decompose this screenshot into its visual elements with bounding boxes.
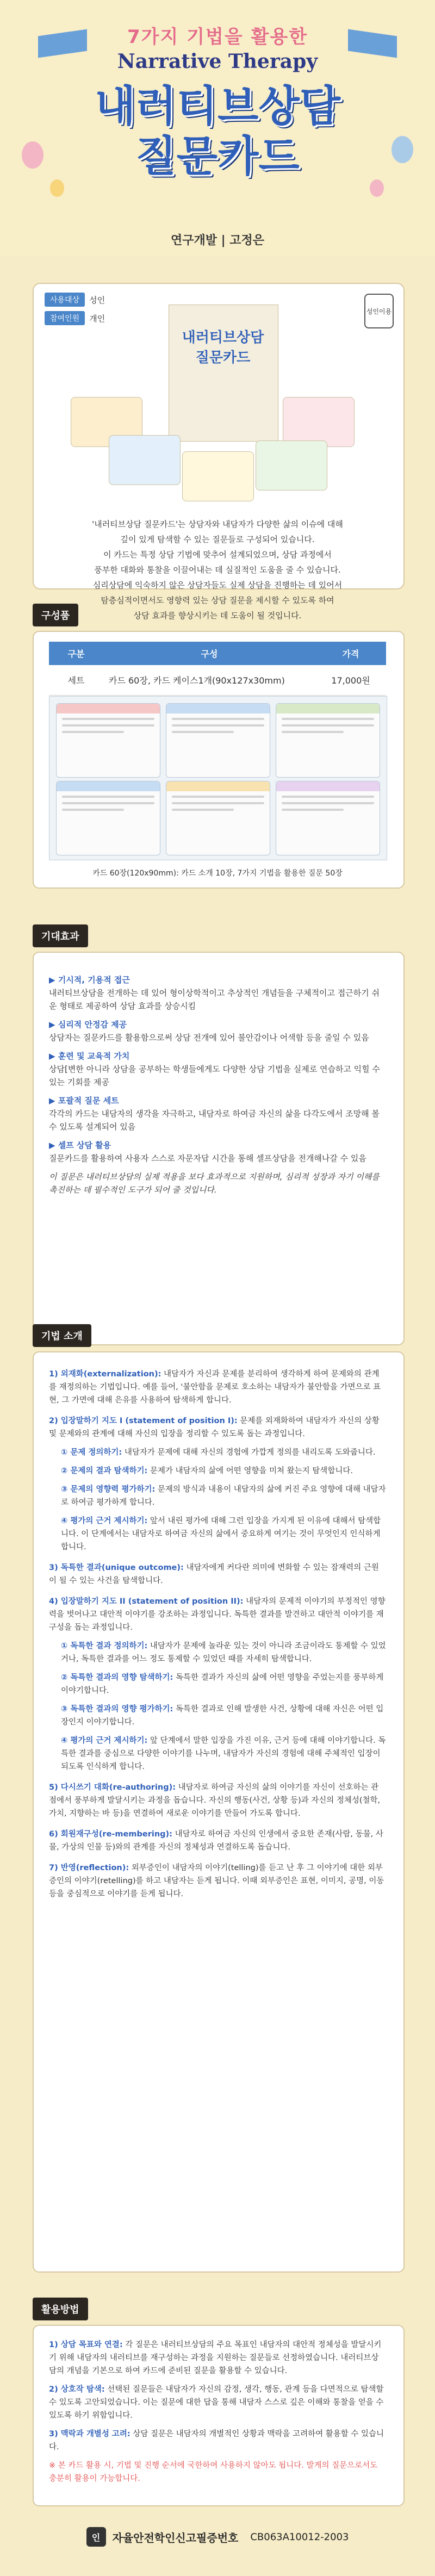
- technique-text: 내담자로 하여금 자신의 삶의 이야기를 자신이 선호하는 관점에서 풍부하게 발달시키는 과정을 돕습니다. 자신의 행동(사건, 상황 등)과 자신의 정체성(철학, 가치, 지향하는 바 등)을 연결하여 새로운 이야기를 만들어 가도록 합니다.: [49, 1783, 381, 1818]
- main-title: [0, 82, 435, 182]
- technique-item: [49, 1781, 386, 1820]
- technique-name: 6) 회원재구성(re-membering):: [49, 1830, 172, 1839]
- card-image: [283, 397, 355, 447]
- section-heading-techniques: 기법 소개: [33, 1324, 91, 1347]
- usage-title: 1) 상담 목표와 연결:: [49, 2341, 123, 2349]
- balloon-decoration: [370, 179, 384, 197]
- technique-sub-text: 문제의 방식과 내용이 내담자의 삶에 커진 주요 영향에 대해 내담자로 하여금 평가하게 합니다.: [61, 1485, 386, 1507]
- english-title: Narrative Therapy: [117, 50, 318, 73]
- table-cell: 세트: [49, 665, 103, 696]
- card-preview: [166, 781, 270, 855]
- description-line: 깊이 있게 탐색할 수 있는 질문들로 구성되어 있습니다.: [120, 535, 315, 544]
- footer-code: CB063A10012-2003: [250, 2531, 349, 2543]
- technique-name: 5) 다시쓰기 대화(re-authoring):: [49, 1783, 176, 1792]
- description-line: '내러티브상담 질문카드'는 상담자와 내담자가 다양한 삶의 이슈에 대해: [92, 519, 343, 529]
- technique-item: [49, 1368, 386, 1407]
- technique-sub-label: ② 독특한 결과의 영향 탐색하기:: [61, 1673, 173, 1682]
- techniques-list: [49, 1368, 386, 1908]
- description-line: 풍부한 대화와 통찰을 이끌어내는 데 실질적인 도움을 줄 수 있습니다.: [94, 565, 341, 575]
- usage-item: [49, 2428, 386, 2454]
- technique-sub-label: ① 문제 정의하기:: [61, 1448, 122, 1457]
- technique-name: 4) 입장말하기 지도 II (statement of position II):: [49, 1597, 244, 1606]
- footer-publisher: 자율안전학인신고필증번호: [112, 2531, 239, 2544]
- sub-title: 7가지 기법을 활용한: [127, 26, 308, 48]
- effect-text: 상담[변한 아니라 상담을 공부하는 학생들에게도 다양한 상담 기법을 실제로 연습하고 익힐 수 있는 기회를 제공: [49, 1064, 380, 1087]
- technique-sub-item: [61, 1446, 386, 1459]
- cards-spread-image: [49, 696, 387, 860]
- technique-sub-text: 문제가 내담자의 삶에 어떤 영향을 미쳐 왔는지 탐색합니다.: [150, 1467, 353, 1475]
- technique-name: 7) 반영(reflection):: [49, 1864, 129, 1872]
- technique-item: [49, 1561, 386, 1587]
- effect-title: ▶ 셀프 상담 활용: [49, 1140, 111, 1150]
- meta-row: [45, 293, 105, 307]
- section-heading-usage: 활용방법: [33, 2298, 88, 2320]
- product-description: [44, 517, 391, 623]
- technique-sub-text: 독특한 결과가 자신의 삶에 어떤 영향을 주었는지를 풍부하게 이야기합니다.: [61, 1673, 384, 1695]
- hero-section: [0, 0, 435, 256]
- effect-text: 내러티브상담을 전개하는 데 있어 형이상학적이고 추상적인 개념들을 구체적이고 접근하기 쉬운 형태로 제공하여 상담 효과를 상승시킴: [49, 988, 380, 1011]
- description-line: 심리상담에 익숙하지 않은 상담자들도 실제 상담을 진행하는 데 있어서: [92, 580, 343, 590]
- technique-sub-text: 내담자가 문제에 대해 자신의 경험에 가깝게 정의를 내리도록 도와줍니다.: [124, 1448, 376, 1457]
- technique-sub-item: [61, 1483, 386, 1509]
- usage-title: 2) 상호작 탐색:: [49, 2385, 105, 2394]
- box-title-line2: 질문카드: [195, 350, 251, 366]
- table-cell: 17,000원: [315, 665, 386, 696]
- technique-text: 내담자에게 커다란 의미에 변화할 수 있는 잠재력의 근원이 될 수 있는 사건을 탐색합니다.: [49, 1563, 379, 1585]
- usage-item: [49, 2383, 386, 2422]
- technique-text: 내담자로 하여금 자신의 인생에서 중요한 존재(사람, 동물, 사물, 가상의 인물 등)와의 관계를 자신의 정체성과 연결하도록 돕습니다.: [49, 1830, 383, 1852]
- usage-text: 각 질문은 내러티브상담의 주요 목표인 내담자의 대안적 정체성을 발달시키기 위해 내담자의 내러티브를 재구성하는 과정을 지원하는 질문들로 선정하였습니다. 내러티브상담의 개념을 기본으로 하여 카드에 준비된 질문을 활용할 수 있습니다.: [49, 2341, 382, 2375]
- usage-note: ※ 본 카드 활용 시, 기법 및 진행 순서에 국한하여 사용하지 않아도 됩니다. 발게의 질문으로서도 충분히 활용이 가능합니다.: [49, 2461, 378, 2483]
- table-header-row: [49, 642, 386, 665]
- effects-list: [49, 968, 386, 1196]
- section-heading-composition: 구성품: [33, 604, 78, 626]
- technique-sub-item: [61, 1734, 386, 1773]
- effect-text: 상담자는 질문카드를 활용함으로써 상담 전개에 있어 불안감이나 어색함 등을 줄일 수 있음: [49, 1033, 369, 1042]
- effect-text: 질문카드를 활용하여 사용자 스스로 자문자답 시간을 통해 셀프상담을 전개해나갈 수 있음: [49, 1153, 366, 1163]
- card-preview: [276, 781, 380, 855]
- technique-text: 외부증인이 내담자의 이야기(telling)를 듣고 난 후 그 이야기에 대한 외부증인의 이야기(retelling)를 하고 내담자는 듣게 됩니다. 이때 외부증인은 표현, 이미지, 공명, 이동 등을 중심적으로 이야기를 듣게 됩니다.: [49, 1864, 384, 1898]
- card-image: [256, 440, 327, 491]
- table-cell: 카드 60장, 카드 케이스1개(90x127x30mm): [103, 665, 315, 696]
- usage-title: 3) 맥락과 개별성 고려:: [49, 2430, 130, 2438]
- card-preview: [56, 703, 160, 778]
- description-line: 이 카드는 특정 상담 기법에 맞추어 설계되었으며, 상담 과정에서: [103, 550, 332, 560]
- balloon-decoration: [50, 179, 64, 197]
- effect-title: ▶ 훈련 및 교육적 가치: [49, 1051, 130, 1061]
- technique-name: 2) 입장말하기 지도 I (statement of position I):: [49, 1417, 238, 1425]
- technique-text: 문제를 외재화하여 내담자가 자신의 상황 및 문제와의 관계에 대해 자신의 입장을 정리할 수 있도록 돕는 과정입니다.: [49, 1417, 380, 1438]
- effect-title: ▶ 기시적, 기용적 접근: [49, 975, 130, 985]
- technique-sub-item: [61, 1671, 386, 1697]
- technique-sub-text: 앞 단계에서 말한 입장을 가진 이유, 근거 등에 대해 이야기합니다. 독특한 결과를 중심으로 다양한 이야기를 나누며, 내담자가 자신의 경험에 대해 주체적인 입장이 되도록 인식하게 합니다.: [61, 1736, 386, 1771]
- product-box-image: [169, 305, 278, 442]
- card-preview: [166, 703, 270, 778]
- age-badge: [364, 294, 394, 328]
- technique-sub-label: ③ 문제의 영향력 평가하기:: [61, 1485, 156, 1494]
- box-title-line1: 내러티브상담: [182, 330, 264, 346]
- usage-text: 상담 질문은 내담자의 개별적인 상황과 맥락을 고려하여 활용할 수 있습니다.: [49, 2430, 384, 2451]
- technique-item: [49, 1861, 386, 1901]
- meta-key: 사용대상: [45, 293, 85, 307]
- description-line: 상담 효과를 향상시키는 데 도움이 될 것입니다.: [133, 611, 302, 620]
- technique-sub-item: [61, 1640, 386, 1666]
- table-row: [49, 665, 386, 696]
- technique-sub-item: [61, 1703, 386, 1729]
- card-preview: [56, 781, 160, 855]
- technique-sub-label: ① 독특한 결과 정의하기:: [61, 1642, 148, 1650]
- meta-value: 개인: [89, 313, 105, 324]
- meta-row: [45, 311, 105, 325]
- technique-sub-label: ④ 평가의 근거 제시하기:: [61, 1517, 148, 1525]
- technique-sub-item: [61, 1464, 386, 1478]
- technique-sub-label: ③ 독특한 결과의 영향 평가하기:: [61, 1705, 173, 1714]
- technique-name: 3) 독특한 결과(unique outcome):: [49, 1563, 184, 1572]
- description-line: 탐층심적이면서도 영향력 있는 상담 질문을 제시할 수 있도록 하여: [101, 595, 334, 605]
- technique-sub-text: 독특한 결과로 인해 발생한 사건, 상황에 대해 자신은 어떤 입장인지 이야기합니다.: [61, 1705, 384, 1727]
- main-title-line1: 내러티브상담: [94, 82, 341, 131]
- product-box-title: [174, 326, 272, 367]
- table-header-cell: 가격: [315, 642, 386, 665]
- usage-list: [49, 2338, 386, 2485]
- technique-sub-item: [61, 1514, 386, 1554]
- technique-name: 1) 외재화(externalization):: [49, 1370, 161, 1379]
- technique-text: 내담자의 문제적 이야기의 부정적인 영향력을 벗어나고 대안적 이야기를 강조하는 과정입니다. 독특한 결과를 발견하고 대안적 이야기를 재구성을 돕는 과정입니다.: [49, 1597, 386, 1632]
- meta-value: 성인: [89, 295, 105, 305]
- effects-note: 이 질문은 내러티브상담의 실제 적용을 보다 효과적으로 지원하며, 심리적 성장과 자기 이해를 촉진하는 데 필수적인 도구가 되어 줄 것입니다.: [49, 1172, 380, 1195]
- usage-item: [49, 2338, 386, 2378]
- technique-sub-label: ② 문제의 결과 탐색하기:: [61, 1467, 148, 1475]
- usage-text: 선택된 질문들은 내담자가 자신의 감정, 생각, 행동, 관계 등을 다면적으로 탐색할 수 있도록 고안되었습니다. 이는 질문에 대한 답을 통해 내담자 스스로 깊은 이해와 통찰을 얻을 수 있도록 하기 위함입니다.: [49, 2385, 384, 2420]
- table-header-cell: 구분: [49, 642, 103, 665]
- card-image: [109, 435, 181, 485]
- technique-sub-label: ④ 평가의 근거 제시하기:: [61, 1736, 148, 1745]
- product-meta: [45, 293, 105, 330]
- technique-sub-text: 내담자가 문제에 놀라운 있는 것이 아니라 조금이라도 통제할 수 있었거나, 독특한 결과를 어느 정도 통제할 수 있었던 때를 자세히 탐색합니다.: [61, 1642, 386, 1663]
- age-badge-text: 성인이용: [366, 308, 392, 315]
- meta-key: 참여인원: [45, 311, 85, 325]
- cards-caption: 카드 60장(120x90mm): 카드 소개 10장, 7가지 기법을 활용한 질문 50장: [92, 869, 343, 878]
- certification-icon: 인: [86, 2527, 106, 2547]
- effect-title: ▶ 심리적 안정감 제공: [49, 1020, 127, 1029]
- table-header-cell: 구성: [103, 642, 315, 665]
- technique-item: [49, 1828, 386, 1854]
- effect-text: 각각의 카드는 내담자의 생각을 자극하고, 내담자로 하여금 자신의 삶을 다각도에서 조망해 볼 수 있도록 설계되어 있음: [49, 1109, 380, 1132]
- effect-title: ▶ 포괄적 질문 세트: [49, 1096, 119, 1106]
- section-heading-effects: 기대효과: [33, 924, 88, 947]
- technique-sub-text: 앞서 내린 평가에 대해 그런 입장을 가지게 된 이유에 대해서 탐색합니다. 이 단계에서는 내담자로 하여금 자신의 삶에서 중요하게 여기는 것이 무엇인지 인식하게 합니다.: [61, 1517, 381, 1551]
- composition-table: [49, 642, 386, 696]
- technique-item: [49, 1414, 386, 1554]
- technique-item: [49, 1595, 386, 1773]
- main-title-line2: 질문카드: [135, 132, 300, 181]
- card-preview: [276, 703, 380, 778]
- footer: [33, 2518, 402, 2556]
- card-image: [182, 451, 254, 501]
- author: 연구개발 | 고정은: [170, 234, 265, 247]
- technique-text: 내담자가 자신과 문제를 분리하여 생각하게 하여 문제와의 관계를 재정의하는 기법입니다. 예를 들어, '불안함을 문제로 호소하는 내담자가 불안함을 가면으로 표현, 그 가면에 대해 은유를 사용하여 탐색하게 합니다.: [49, 1370, 381, 1405]
